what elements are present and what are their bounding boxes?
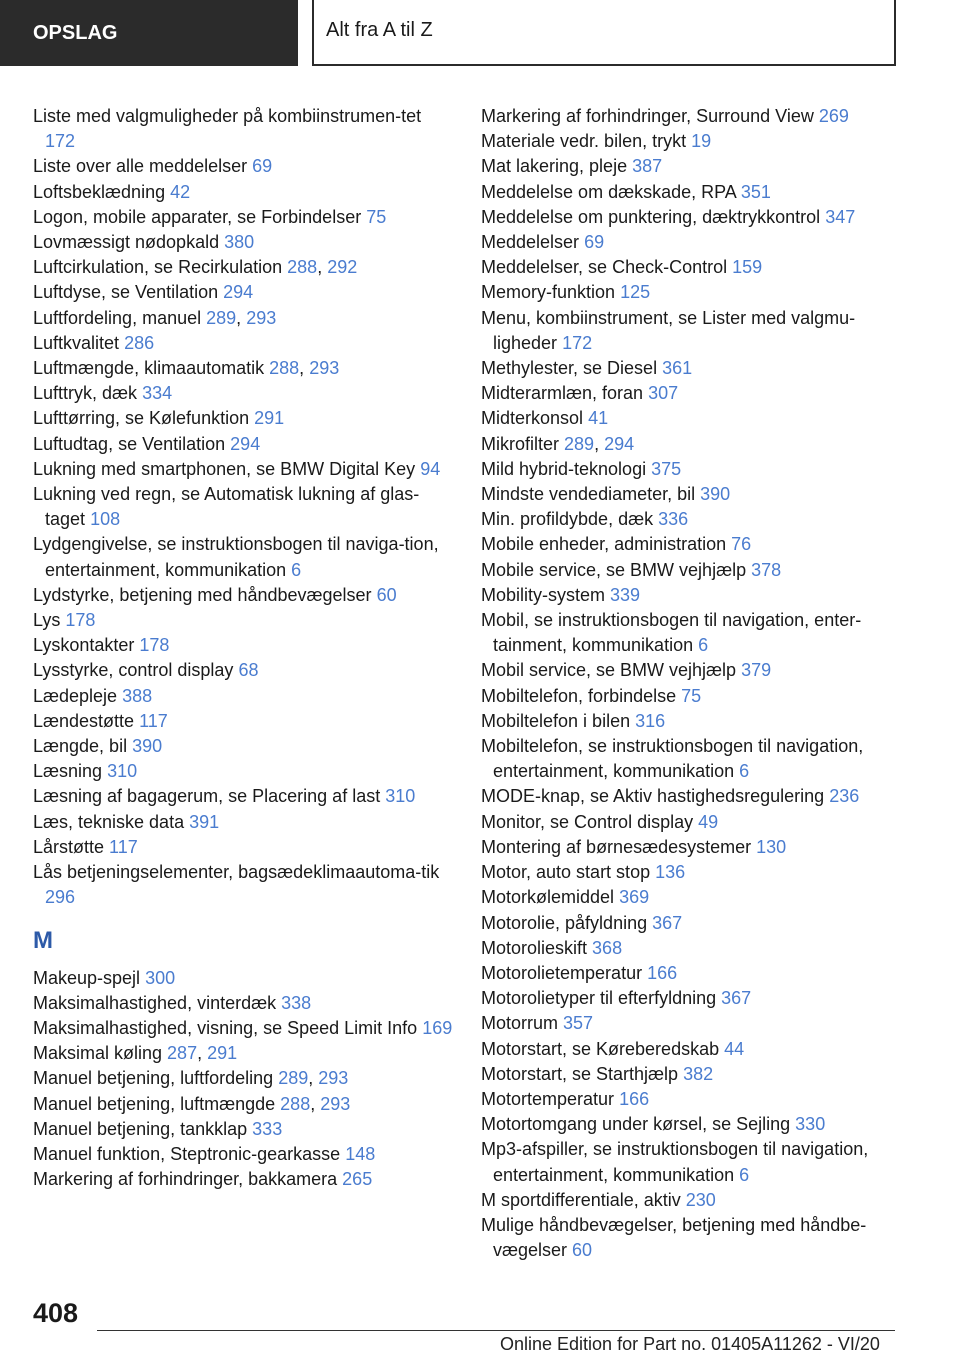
page-reference-link[interactable]: 307: [648, 383, 679, 404]
index-entry-text: Mp3-afspiller, se instruktionsbogen til navigation, entertainment, kommunikation: [481, 1139, 869, 1185]
index-entry-text: Meddelelse om dækskade, RPA: [481, 181, 736, 202]
page-reference-link[interactable]: 289: [564, 433, 595, 454]
page-reference-link[interactable]: 166: [619, 1088, 650, 1109]
index-entry-text: Mikrofilter: [481, 433, 560, 454]
page-reference-link[interactable]: 296: [45, 887, 76, 908]
page-reference-link[interactable]: 379: [741, 660, 772, 681]
index-entry: [33, 104, 453, 154]
index-entry-text: Logon, mobile apparater, se Forbindelser: [33, 206, 362, 227]
index-entry: [481, 1188, 901, 1213]
index-entry: [481, 961, 901, 986]
page-reference-link[interactable]: 316: [635, 710, 666, 731]
index-entry-text: Lukning med smartphonen, se BMW Digital Key: [33, 458, 416, 479]
index-entry: [33, 1016, 453, 1041]
page-reference-link[interactable]: 41: [588, 408, 609, 429]
page-reference-link[interactable]: 287: [167, 1043, 198, 1064]
index-entry-text: Liste over alle meddelelser: [33, 156, 248, 177]
index-entry: [33, 835, 453, 860]
index-entry: [481, 784, 901, 809]
index-entry: Luftfordeling, manuel 289, 293: [33, 307, 277, 328]
index-entry: [33, 532, 453, 582]
index-entry: [33, 658, 453, 683]
index-entry-text: Motorstart, se Starthjælp: [481, 1063, 679, 1084]
page-reference-link[interactable]: 130: [756, 836, 787, 857]
index-entry: [33, 633, 453, 658]
index-entry: Luftmængde, klimaautomatik 288, 293: [33, 358, 340, 379]
index-entry-text: Manuel betjening, tankklap: [33, 1118, 248, 1139]
page-reference-link[interactable]: 94: [420, 458, 441, 479]
page-reference-link[interactable]: 292: [327, 257, 358, 278]
page-reference-link[interactable]: 76: [731, 534, 752, 555]
index-entry-text: Lydstyrke, betjening med håndbevægelser: [33, 584, 372, 605]
page-reference-link[interactable]: 6: [291, 559, 302, 580]
index-entry-text: Mat lakering, pleje: [481, 156, 628, 177]
index-entry: [481, 205, 901, 230]
index-entry-text: Lysstyrke, control display: [33, 660, 234, 681]
index-entry: [33, 810, 453, 835]
index-entry: [33, 381, 453, 406]
index-entry-text: Maksimalhastighed, vinterdæk: [33, 992, 277, 1013]
index-entry-text: Lås betjeningselementer, bagsædeklimaautoma-tik: [33, 862, 440, 883]
index-entry: [33, 154, 453, 179]
page-reference-link[interactable]: 49: [698, 811, 719, 832]
index-entry-text: Luftdyse, se Ventilation: [33, 282, 219, 303]
page-reference-link[interactable]: 69: [584, 232, 605, 253]
index-entry-text: Motorolietemperatur: [481, 962, 643, 983]
page-reference-link[interactable]: 291: [254, 408, 285, 429]
page-reference-link[interactable]: 136: [655, 862, 686, 883]
index-group-l: [33, 104, 453, 911]
index-entry-text: Lufttryk, dæk: [33, 383, 138, 404]
index-entry-text: Læsning af bagagerum, se Placering af last: [33, 786, 381, 807]
index-entry-text: Mobil, se instruktionsbogen til navigation, enter-tainment, kommunikation: [481, 610, 862, 656]
index-entry-text: Luftfordeling, manuel: [33, 307, 202, 328]
index-entry: [481, 1011, 901, 1036]
index-entry: [33, 784, 453, 809]
page-reference-link[interactable]: 178: [139, 635, 170, 656]
index-entry-text: Methylester, se Diesel: [481, 358, 658, 379]
index-entry-text: Materiale vedr. bilen, trykt: [481, 131, 687, 152]
index-entry-text: Motortemperatur: [481, 1088, 615, 1109]
page-reference-link[interactable]: 294: [223, 282, 254, 303]
index-entry-text: Mild hybrid-teknologi: [481, 458, 647, 479]
page-reference-link[interactable]: 42: [170, 181, 191, 202]
index-entry: [481, 885, 901, 910]
index-entry: [33, 991, 453, 1016]
index-entry-text: Lukning ved regn, se Automatisk lukning af glas-taget: [33, 484, 420, 530]
index-entry-text: Memory-funktion: [481, 282, 616, 303]
index-entry-text: Markering af forhindringer, Surround View: [481, 106, 814, 126]
index-entry: [481, 129, 901, 154]
page-reference-link[interactable]: 125: [620, 282, 651, 303]
index-entry-text: Montering af børnesædesystemer: [481, 836, 752, 857]
index-entry: [481, 986, 901, 1011]
page-reference-link[interactable]: 310: [107, 761, 138, 782]
index-entry: [33, 583, 453, 608]
page-reference-link[interactable]: 288: [287, 257, 318, 278]
page-reference-link[interactable]: 338: [281, 992, 312, 1013]
index-entry: [481, 532, 901, 557]
page-reference-link[interactable]: 148: [345, 1143, 376, 1164]
index-entry: [481, 104, 901, 129]
index-entry: [481, 1037, 901, 1062]
page-reference-link[interactable]: 293: [318, 1068, 349, 1089]
page-reference-link[interactable]: 333: [252, 1118, 283, 1139]
index-entry-text: Mulige håndbevægelser, betjening med håndbe-vægelser: [481, 1214, 867, 1261]
index-entry-text: Mobile service, se BMW vejhjælp: [481, 559, 747, 580]
page-reference-link[interactable]: 172: [45, 131, 76, 152]
index-entry-text: Midterarmlæn, foran: [481, 383, 644, 404]
page-reference-link[interactable]: 265: [342, 1169, 373, 1190]
index-entry: [481, 608, 901, 658]
index-entry: Mikrofilter 289, 294: [481, 433, 635, 454]
index-entry-text: Meddelelser, se Check-Control: [481, 257, 728, 278]
page-reference-link[interactable]: 334: [142, 383, 173, 404]
index-entry: [481, 280, 901, 305]
index-entry: [33, 966, 453, 991]
page-reference-link[interactable]: 159: [732, 257, 763, 278]
index-entry: [481, 936, 901, 961]
index-entry: [481, 306, 901, 356]
index-entry-text: Manuel betjening, luftfordeling: [33, 1068, 274, 1089]
index-entry: [481, 356, 901, 381]
page-reference-link[interactable]: 286: [124, 332, 155, 353]
page-reference-link[interactable]: 310: [385, 786, 416, 807]
index-entry-text: Min. profildybde, dæk: [481, 509, 654, 530]
index-entry: [481, 180, 901, 205]
page-reference-link[interactable]: 75: [366, 206, 387, 227]
page-reference-link[interactable]: 390: [132, 736, 163, 757]
page-reference-link[interactable]: 291: [207, 1043, 238, 1064]
page-reference-link[interactable]: 294: [230, 433, 261, 454]
index-entry-text: Midterkonsol: [481, 408, 584, 429]
index-entry-text: Maksimalhastighed, visning, se Speed Limit Info: [33, 1017, 418, 1038]
index-entry: [481, 558, 901, 583]
index-entry-text: Mobile enheder, administration: [481, 534, 727, 555]
index-entry: [33, 180, 453, 205]
index-entry: [33, 205, 453, 230]
index-entry-text: Mobil service, se BMW vejhjælp: [481, 660, 737, 681]
index-entry-text: Lufttørring, se Kølefunktion: [33, 408, 250, 429]
index-entry: [481, 381, 901, 406]
index-entry: [33, 608, 453, 633]
index-entry-text: Meddelelser: [481, 232, 580, 253]
page-reference-link[interactable]: 68: [238, 660, 259, 681]
page-reference-link[interactable]: 117: [139, 710, 168, 731]
index-entry: [481, 1087, 901, 1112]
page-reference-link[interactable]: 380: [224, 232, 255, 253]
index-entry: Maksimal køling 287, 291: [33, 1043, 238, 1064]
index-entry-text: Motorolietyper til efterfyldning: [481, 988, 717, 1009]
index-entry: [33, 280, 453, 305]
index-entry: [33, 734, 453, 759]
index-entry: [481, 860, 901, 885]
index-entry: [481, 457, 901, 482]
page-reference-link[interactable]: 288: [280, 1093, 311, 1114]
index-entry: [481, 658, 901, 683]
index-entry-text: Luftcirkulation, se Recirkulation: [33, 257, 283, 278]
index-entry-text: Mobiltelefon, forbindelse: [481, 685, 677, 706]
page-reference-link[interactable]: 60: [376, 584, 397, 605]
index-entry-text: Lårstøtte: [33, 836, 105, 857]
page-reference-link[interactable]: 339: [610, 584, 641, 605]
index-entry-text: Motorolie, påfyldning: [481, 912, 648, 933]
index-entry-text: Mindste vendediameter, bil: [481, 484, 696, 505]
page-reference-link[interactable]: 169: [422, 1017, 453, 1038]
page-reference-link[interactable]: 367: [721, 988, 752, 1009]
index-entry: [481, 709, 901, 734]
index-group-m-continued: [481, 104, 901, 1263]
index-entry: [481, 835, 901, 860]
page-reference-link[interactable]: 382: [683, 1063, 714, 1084]
index-entry-text: Liste med valgmuligheder på kombiinstrumen-tet: [33, 106, 422, 126]
page-reference-link[interactable]: 6: [739, 761, 750, 782]
index-entry-text: M sportdifferentiale, aktiv: [481, 1189, 681, 1210]
index-entry-text: Lyskontakter: [33, 635, 135, 656]
page-reference-link[interactable]: 108: [90, 509, 121, 530]
index-entry: [481, 230, 901, 255]
page-reference-link[interactable]: 347: [825, 206, 856, 227]
index-column-left: [33, 104, 453, 1192]
index-entry: [481, 1112, 901, 1137]
index-entry-text: Længde, bil: [33, 736, 128, 757]
page-header: [0, 0, 960, 66]
page-reference-link[interactable]: 19: [691, 131, 712, 152]
index-entry: [481, 911, 901, 936]
page-reference-link[interactable]: 289: [278, 1068, 309, 1089]
page-reference-link[interactable]: 172: [562, 332, 593, 353]
page-reference-link[interactable]: 390: [700, 484, 731, 505]
page-reference-link[interactable]: 166: [647, 962, 678, 983]
index-entry-text: Motor, auto start stop: [481, 862, 651, 883]
page-reference-link[interactable]: 293: [246, 307, 277, 328]
page-reference-link[interactable]: 75: [681, 685, 702, 706]
index-entry: [481, 154, 901, 179]
footer-divider: [97, 1330, 895, 1331]
index-entry-text: Lædepleje: [33, 685, 118, 706]
page-reference-link[interactable]: 378: [751, 559, 782, 580]
page-number: 408: [33, 1298, 79, 1328]
index-entry-text: Lydgengivelse, se instruktionsbogen til naviga-tion, entertainment, kommunikation: [33, 534, 439, 580]
index-entry-text: Læsning: [33, 761, 103, 782]
index-entry-text: Lændestøtte: [33, 710, 135, 731]
index-entry: [481, 507, 901, 532]
index-entry-text: Lys: [33, 610, 61, 631]
page-reference-link[interactable]: 367: [652, 912, 683, 933]
index-entry-text: Luftudtag, se Ventilation: [33, 433, 226, 454]
page-reference-link[interactable]: 300: [145, 967, 176, 988]
index-entry: [33, 230, 453, 255]
index-entry-text: Meddelelse om punktering, dæktrykkontrol: [481, 206, 821, 227]
index-entry: [481, 1213, 901, 1263]
page-reference-link[interactable]: 351: [740, 181, 771, 202]
page-reference-link[interactable]: 361: [662, 358, 693, 379]
page-reference-link[interactable]: 269: [818, 106, 849, 126]
index-entry-text: Motorolieskift: [481, 937, 588, 958]
index-entry: [481, 255, 901, 280]
index-entry-text: Motorkølemiddel: [481, 887, 615, 908]
page-reference-link[interactable]: 387: [632, 156, 663, 177]
index-entry-text: Makeup-spejl: [33, 967, 141, 988]
index-entry-text: MODE-knap, se Aktiv hastighedsregulering: [481, 786, 825, 807]
page-reference-link[interactable]: 44: [724, 1038, 745, 1059]
index-entry-text: Motorrum: [481, 1013, 559, 1034]
index-entry: [33, 759, 453, 784]
index-entry: [481, 684, 901, 709]
index-entry-text: Mobiltelefon, se instruktionsbogen til navigation, entertainment, kommunikation: [481, 736, 864, 782]
page-reference-link[interactable]: 391: [189, 811, 220, 832]
index-entry: [481, 734, 901, 784]
page-reference-link[interactable]: 369: [619, 887, 650, 908]
index-entry: [481, 1137, 901, 1187]
index-entry: [33, 709, 453, 734]
index-entry: [33, 482, 453, 532]
page-reference-link[interactable]: 230: [685, 1189, 716, 1210]
index-entry-text: Mobility-system: [481, 584, 606, 605]
index-column-right: [481, 104, 901, 1263]
index-letter-heading: M: [33, 926, 53, 954]
index-entry: [33, 406, 453, 431]
index-entry-text: Menu, kombiinstrument, se Lister med valgmu-ligheder: [481, 307, 856, 353]
page-reference-link[interactable]: 375: [651, 458, 682, 479]
index-entry: [33, 331, 453, 356]
index-entry: [33, 432, 453, 457]
index-group-m: [33, 966, 453, 1193]
index-entry-text: Luftkvalitet: [33, 332, 120, 353]
page-reference-link[interactable]: 368: [592, 937, 623, 958]
page-reference-link[interactable]: 293: [309, 358, 340, 379]
page-reference-link[interactable]: 330: [795, 1114, 826, 1135]
page-reference-link[interactable]: 69: [252, 156, 273, 177]
page-reference-link[interactable]: 6: [739, 1164, 750, 1185]
page-reference-link[interactable]: 6: [698, 635, 709, 656]
page-reference-link[interactable]: 289: [206, 307, 237, 328]
page-reference-link[interactable]: 117: [109, 836, 138, 857]
page-reference-link[interactable]: 288: [269, 358, 300, 379]
page-reference-link[interactable]: 388: [122, 685, 153, 706]
index-entry: [481, 482, 901, 507]
index-entry: [33, 860, 453, 910]
page-reference-link[interactable]: 236: [829, 786, 860, 807]
index-entry-text: Maksimal køling: [33, 1043, 163, 1064]
page-reference-link[interactable]: 293: [320, 1093, 351, 1114]
index-entry: Manuel betjening, luftfordeling 289, 293: [33, 1068, 349, 1089]
index-entry-text: Loftsbeklædning: [33, 181, 166, 202]
page-reference-link[interactable]: 357: [563, 1013, 594, 1034]
index-entry-text: Manuel funktion, Steptronic-gearkasse: [33, 1143, 341, 1164]
index-entry-text: Motorstart, se Køreberedskab: [481, 1038, 720, 1059]
edition-note: Online Edition for Part no. 01405A11262 - VI/20: [500, 1334, 880, 1354]
index-entry: [33, 1117, 453, 1142]
index-entry: [481, 1062, 901, 1087]
page-reference-link[interactable]: 336: [658, 509, 689, 530]
index-entry: [481, 810, 901, 835]
index-entry: Manuel betjening, luftmængde 288, 293: [33, 1093, 351, 1114]
index-entry-text: Markering af forhindringer, bakkamera: [33, 1169, 338, 1190]
index-entry: [33, 684, 453, 709]
index-entry: [33, 1142, 453, 1167]
page-reference-link[interactable]: 294: [604, 433, 635, 454]
index-entry-text: Motortomgang under kørsel, se Sejling: [481, 1114, 791, 1135]
index-entry-text: Mobiltelefon i bilen: [481, 710, 631, 731]
index-entry-text: Luftmængde, klimaautomatik: [33, 358, 265, 379]
index-entry: [481, 583, 901, 608]
index-entry-text: Lovmæssigt nødopkald: [33, 232, 220, 253]
index-entry-text: Manuel betjening, luftmængde: [33, 1093, 276, 1114]
index-entry: Luftcirkulation, se Recirkulation 288, 292: [33, 257, 358, 278]
page-reference-link[interactable]: 178: [65, 610, 96, 631]
index-entry: [33, 1167, 453, 1192]
subsection-tab: Alt fra A til Z: [312, 0, 896, 66]
index-entry: [33, 457, 453, 482]
index-entry: [481, 406, 901, 431]
section-tab: OPSLAG: [0, 0, 298, 66]
index-entry-text: Læs, tekniske data: [33, 811, 185, 832]
index-entry-text: Monitor, se Control display: [481, 811, 694, 832]
page-reference-link[interactable]: 60: [572, 1240, 593, 1261]
